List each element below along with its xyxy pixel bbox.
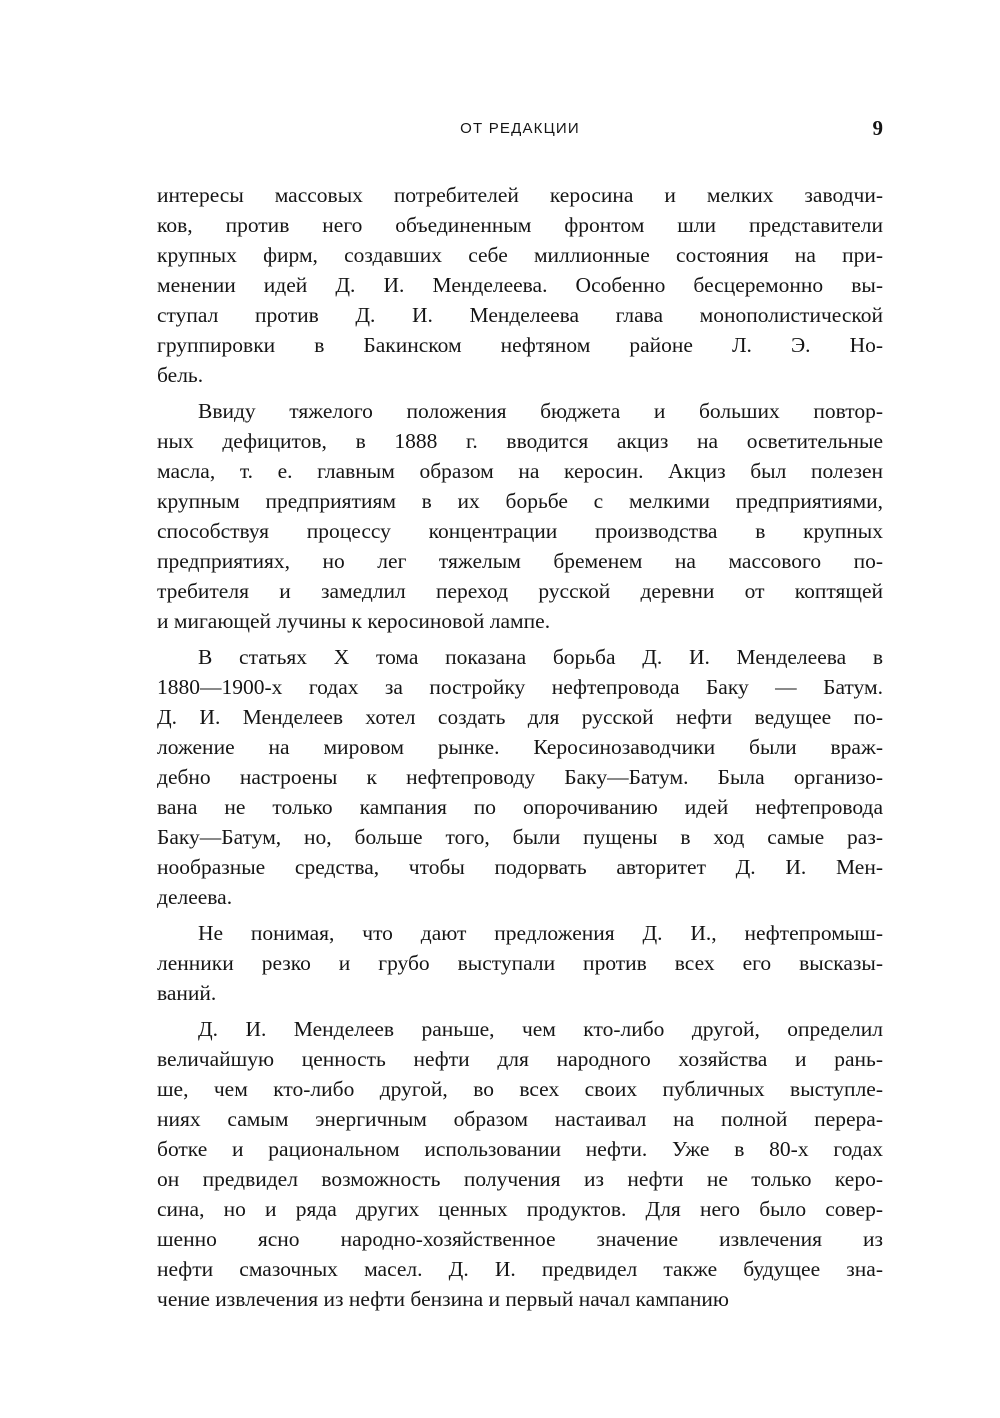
text-line: В статьях X тома показана борьба Д. И. Менделеева в [198,645,883,669]
text-line: ше, чем кто-либо другой, во всех своих публичных выступле- [157,1077,883,1101]
text-line: ков, против него объединенным фронтом шли представители [157,213,883,237]
text-line: шенно ясно народно-хозяйственное значение извлечения из [157,1227,883,1251]
text-line: ных дефицитов, в 1888 г. вводится акциз на осветительные [157,429,883,453]
text-line: группировки в Бакинском нефтяном районе Л. Э. Но- [157,333,883,357]
text-line: Не понимая, что дают предложения Д. И., нефтепромыш- [198,921,883,945]
body-text [157,180,883,1320]
text-line: бель. [157,363,204,387]
paragraph [157,396,883,636]
text-line: чение извлечения из нефти бензина и первый начал кампанию [157,1287,729,1311]
text-line: интересы массовых потребителей керосина и мелких заводчи- [157,183,883,207]
text-line: предприятиях, но лег тяжелым бременем на массового по- [157,549,883,573]
text-line: нообразные средства, чтобы подорвать авторитет Д. И. Мен- [157,855,883,879]
text-line: и мигающей лучины к керосиновой лампе. [157,609,551,633]
text-line: крупным предприятиям в их борьбе с мелкими предприятиями, [157,489,883,513]
text-line: Д. И. Менделеев хотел создать для русской нефти ведущее по- [157,705,883,729]
text-line: ботке и рациональном использовании нефти. Уже в 80-х годах [157,1137,883,1161]
text-line: 1880—1900-х годах за постройку нефтепровода Баку — Батум. [157,675,883,699]
page-number: 9 [872,116,883,140]
text-line: ступал против Д. И. Менделеева глава монополистической [157,303,883,327]
text-line: сина, но и ряда других ценных продуктов. Для него было совер- [157,1197,883,1221]
text-line: ленники резко и грубо выступали против всех его высказы- [157,951,883,975]
paragraph [157,1014,883,1314]
running-header [157,116,883,146]
text-line: ложение на мировом рынке. Керосинозаводчики были враж- [157,735,883,759]
text-line: масла, т. е. главным образом на керосин. Акциз был полезен [157,459,883,483]
text-line: ваний. [157,981,217,1005]
text-line: требителя и замедлил переход русской деревни от коптящей [157,579,883,603]
text-line: ниях самым энергичным образом настаивал на полной перера- [157,1107,883,1131]
text-line: способствуя процессу концентрации производства в крупных [157,519,883,543]
text-line: делеева. [157,885,233,909]
paragraph [157,180,883,390]
text-line: крупных фирм, создавших себе миллионные состояния на при- [157,243,883,267]
running-title: ОТ РЕДАКЦИИ [460,120,580,137]
text-line: нефти смазочных масел. Д. И. предвидел также будущее зна- [157,1257,883,1281]
text-line: Ввиду тяжелого положения бюджета и больших повтор- [198,399,883,423]
text-line: Д. И. Менделеев раньше, чем кто-либо другой, определил [198,1017,883,1041]
text-line: дебно настроены к нефтепроводу Баку—Батум. Была организо- [157,765,883,789]
text-line: вана не только кампания по опорочиванию идей нефтепровода [157,795,883,819]
paragraph [157,642,883,912]
text-line: он предвидел возможность получения из нефти не только керо- [157,1167,883,1191]
paragraph [157,918,883,1008]
text-line: Баку—Батум, но, больше того, были пущены в ход самые раз- [157,825,883,849]
text-line: величайшую ценность нефти для народного хозяйства и рань- [157,1047,883,1071]
text-line: менении идей Д. И. Менделеева. Особенно бесцеремонно вы- [157,273,883,297]
